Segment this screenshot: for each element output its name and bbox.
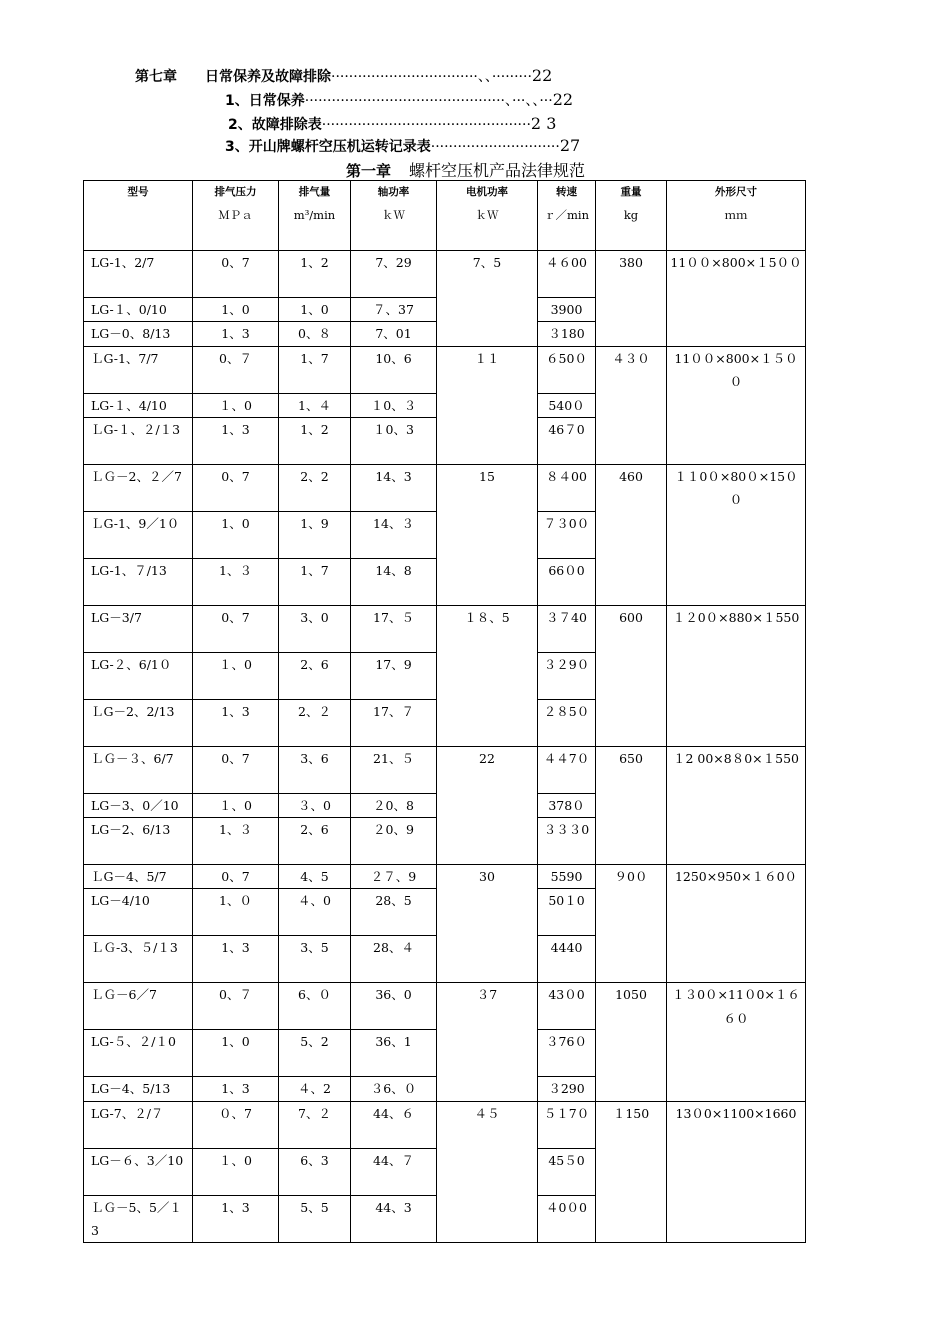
model-cell: LG－0、8/13 [84,322,193,346]
model-cell: LG-５、２/１0 [84,1030,193,1077]
pressure-cell: 1、3 [193,936,279,983]
toc-entry-page: 2 3 [530,114,557,133]
weight-cell: 600 [596,605,667,746]
table-row [84,983,806,1030]
table-row [84,251,806,298]
shaft-power-cell: 14、３ [351,511,437,558]
weight-cell: １150 [596,1101,667,1243]
weight-cell: 460 [596,464,667,605]
toc-entry-title: 3、开山牌螺杆空压机运转记录表 [225,139,431,155]
header-unit: ｋＷ [382,208,405,223]
model-cell: ＬＧ－2、２／7 [84,464,193,511]
shaft-power-cell: ２0、9 [351,818,437,865]
weight-cell: 1050 [596,983,667,1101]
flow-cell: 3、5 [279,936,351,983]
header-unit: ＭＰａ [218,208,253,223]
shaft-power-cell: 7、01 [351,322,437,346]
chapter-heading [346,158,585,181]
chapter-title: 螺杆空压机产品法律规范 [409,161,586,180]
motor-power-cell: 7、5 [437,251,538,347]
speed-cell: ５１7０ [538,1101,596,1148]
pressure-cell: 0、７ [193,346,279,393]
spec-table [83,180,806,1243]
model-cell: LG－4、5/13 [84,1077,193,1101]
shaft-power-cell: 14、3 [351,464,437,511]
weight-cell: 650 [596,746,667,864]
speed-cell: ４６00 [538,251,596,298]
header-unit: ｋＷ [475,208,499,223]
speed-cell: ３７40 [538,605,596,652]
pressure-cell: 0、7 [193,746,279,793]
table-row [84,865,806,889]
header-label: 转速 [556,186,577,198]
flow-cell: 6、０ [279,983,351,1030]
pressure-cell: 1、３ [193,818,279,865]
shaft-power-cell: 28、5 [351,889,437,936]
dimensions-cell: １2 00×8８0×１550 [667,746,806,864]
flow-cell: 1、2 [279,251,351,298]
pressure-cell: 0、７ [193,983,279,1030]
model-cell: ＬG－2、2/13 [84,699,193,746]
dimensions-cell: １２0０×880×１550 [667,605,806,746]
dimensions-cell: １３0０×11０0×１６６０ [667,983,806,1101]
dimensions-cell: 1250×950×１６0０ [667,865,806,983]
speed-cell: ３２9０ [538,652,596,699]
shaft-power-cell: 17、５ [351,605,437,652]
motor-power-cell: １１ [437,346,538,464]
flow-cell: 6、3 [279,1148,351,1195]
shaft-power-cell: １0、３ [351,393,437,417]
flow-cell: 7、２ [279,1101,351,1148]
pressure-cell: 0、7 [193,865,279,889]
model-cell: ＬG-1、7/7 [84,346,193,393]
toc-entry[interactable] [135,66,552,87]
flow-cell: 2、6 [279,818,351,865]
pressure-cell: 1、3 [193,417,279,464]
pressure-cell: 0、7 [193,251,279,298]
motor-power-cell: ３7 [437,983,538,1101]
speed-cell: 50１0 [538,889,596,936]
header-unit: m³/min [293,208,336,223]
pressure-cell: ０、7 [193,1101,279,1148]
model-cell: LG-7、２/７ [84,1101,193,1148]
speed-cell: ４４7０ [538,746,596,793]
model-cell: ＬG-１、２/１3 [84,417,193,464]
flow-cell: 1、9 [279,511,351,558]
speed-cell: ６50０ [538,346,596,393]
toc-entry-title: 第七章 日常保养及故障排除 [135,69,331,85]
table-row [84,605,806,652]
motor-power-cell: ４５ [437,1101,538,1243]
flow-cell: 2、2 [279,464,351,511]
speed-cell: 66０0 [538,558,596,605]
pressure-cell: 0、7 [193,605,279,652]
flow-cell: ４、0 [279,889,351,936]
toc-entry[interactable] [225,90,573,111]
shaft-power-cell: 44、3 [351,1195,437,1243]
speed-cell: 5590 [538,865,596,889]
toc-entry[interactable] [228,114,556,135]
model-cell: LG－3/7 [84,605,193,652]
header-unit: ｒ／min [544,208,589,223]
shaft-power-cell: ３6、０ [351,1077,437,1101]
flow-cell: 1、４ [279,393,351,417]
toc-entry-title: 1、日常保养 [225,93,305,109]
header-label: 排气压力 [214,186,257,198]
weight-cell: 380 [596,251,667,347]
pressure-cell: 1、３ [193,558,279,605]
table-row [84,346,806,393]
model-cell: ＬＧ－5、5／１3 [84,1195,193,1243]
model-cell: LG-１、0/10 [84,298,193,322]
pressure-cell: 1、0 [193,511,279,558]
model-cell: LG－4/10 [84,889,193,936]
model-cell: LG-1、７/13 [84,558,193,605]
toc-entry-leader: ····························· [430,139,560,155]
col-header-dimensions [667,181,806,251]
flow-cell: 0、８ [279,322,351,346]
model-cell: LG-２、6/1０ [84,652,193,699]
col-header-model [84,181,193,251]
table-row [84,1101,806,1148]
shaft-power-cell: 17、9 [351,652,437,699]
flow-cell: 2、２ [279,699,351,746]
toc-entry-page: 22 [531,66,553,85]
header-label: 电机功率 [466,186,508,198]
weight-cell: ４３０ [596,346,667,464]
pressure-cell: 1、3 [193,699,279,746]
dimensions-cell: １１0０×80０×15００ [667,464,806,605]
motor-power-cell: 22 [437,746,538,864]
pressure-cell: 1、０ [193,889,279,936]
model-cell: ＬG-1、9／1０ [84,511,193,558]
shaft-power-cell: 14、8 [351,558,437,605]
dimensions-cell: 13０0×1100×1660 [667,1101,806,1243]
pressure-cell: １、0 [193,793,279,817]
speed-cell: 540０ [538,393,596,417]
toc-entry-page: 22 [552,90,574,109]
shaft-power-cell: ７、37 [351,298,437,322]
col-header-motor-power [437,181,538,251]
model-cell: LG－６、3／10 [84,1148,193,1195]
shaft-power-cell: 21、５ [351,746,437,793]
flow-cell: 1、7 [279,346,351,393]
speed-cell: ８４00 [538,464,596,511]
speed-cell: 4440 [538,936,596,983]
model-cell: ＬG－4、5/7 [84,865,193,889]
toc-entry-leader: ··············································· [321,117,531,133]
flow-cell: 2、6 [279,652,351,699]
shaft-power-cell: ２0、8 [351,793,437,817]
motor-power-cell: 15 [437,464,538,605]
shaft-power-cell: ２７、9 [351,865,437,889]
speed-cell: 46７0 [538,417,596,464]
model-cell: LG－3、0／10 [84,793,193,817]
flow-cell: ３、0 [279,793,351,817]
pressure-cell: 0、7 [193,464,279,511]
toc-entry-leader: ·································、、········· [331,69,532,85]
pressure-cell: 1、0 [193,298,279,322]
speed-cell: 3900 [538,298,596,322]
motor-power-cell: １８、5 [437,605,538,746]
shaft-power-cell: 7、29 [351,251,437,298]
chapter-number: 第一章 [346,162,392,180]
pressure-cell: 1、3 [193,322,279,346]
speed-cell: ４0０0 [538,1195,596,1243]
model-cell: LG-1、2/7 [84,251,193,298]
table-row [84,464,806,511]
shaft-power-cell: 44、７ [351,1148,437,1195]
speed-cell: ３290 [538,1077,596,1101]
header-label: 轴功率 [377,186,410,198]
pressure-cell: １、0 [193,1148,279,1195]
toc-entry-leader: ·············································、···、、··· [304,93,553,109]
weight-cell: ９0０ [596,865,667,983]
model-cell: LG-１、4/10 [84,393,193,417]
toc-entry-title: 2、故障排除表 [228,117,322,133]
speed-cell: ３180 [538,322,596,346]
col-header-shaft-power [351,181,437,251]
flow-cell: 1、0 [279,298,351,322]
flow-cell: 3、0 [279,605,351,652]
col-header-flow [279,181,351,251]
flow-cell: 5、2 [279,1030,351,1077]
speed-cell: 43０0 [538,983,596,1030]
speed-cell: ２８5０ [538,699,596,746]
shaft-power-cell: 17、７ [351,699,437,746]
shaft-power-cell: 28、４ [351,936,437,983]
shaft-power-cell: １0、3 [351,417,437,464]
dimensions-cell: 11００×800×１５００ [667,346,806,464]
col-header-pressure [193,181,279,251]
flow-cell: 3、6 [279,746,351,793]
col-header-weight [596,181,667,251]
model-cell: ＬＧ-3、５/１3 [84,936,193,983]
model-cell: ＬＧ－6／7 [84,983,193,1030]
motor-power-cell: 30 [437,865,538,983]
header-label: 型号 [127,186,149,198]
speed-cell: ３３３0 [538,818,596,865]
dimensions-cell: 11００×800×１5００ [667,251,806,347]
header-unit: kg [623,208,639,223]
toc-entry[interactable] [225,136,580,157]
header-label: 重量 [620,186,642,198]
shaft-power-cell: 36、1 [351,1030,437,1077]
flow-cell: 4、5 [279,865,351,889]
model-cell: LG－2、6/13 [84,818,193,865]
shaft-power-cell: 10、6 [351,346,437,393]
speed-cell: 45５0 [538,1148,596,1195]
pressure-cell: 1、3 [193,1077,279,1101]
flow-cell: ４、2 [279,1077,351,1101]
header-row [84,181,806,251]
flow-cell: 1、7 [279,558,351,605]
header-label: 外形尺寸 [715,186,757,198]
table-row [84,746,806,793]
shaft-power-cell: 44、６ [351,1101,437,1148]
speed-cell: ３76０ [538,1030,596,1077]
col-header-speed [538,181,596,251]
flow-cell: 5、5 [279,1195,351,1243]
pressure-cell: 1、3 [193,1195,279,1243]
header-label: 排气量 [298,186,331,198]
speed-cell: ７３0０ [538,511,596,558]
pressure-cell: １、0 [193,652,279,699]
speed-cell: 378０ [538,793,596,817]
model-cell: ＬＧ－３、6/7 [84,746,193,793]
pressure-cell: １、0 [193,393,279,417]
pressure-cell: 1、0 [193,1030,279,1077]
shaft-power-cell: 36、0 [351,983,437,1030]
header-unit: ｍｍ [724,208,748,223]
flow-cell: 1、2 [279,417,351,464]
toc-entry-page: 27 [559,136,581,155]
